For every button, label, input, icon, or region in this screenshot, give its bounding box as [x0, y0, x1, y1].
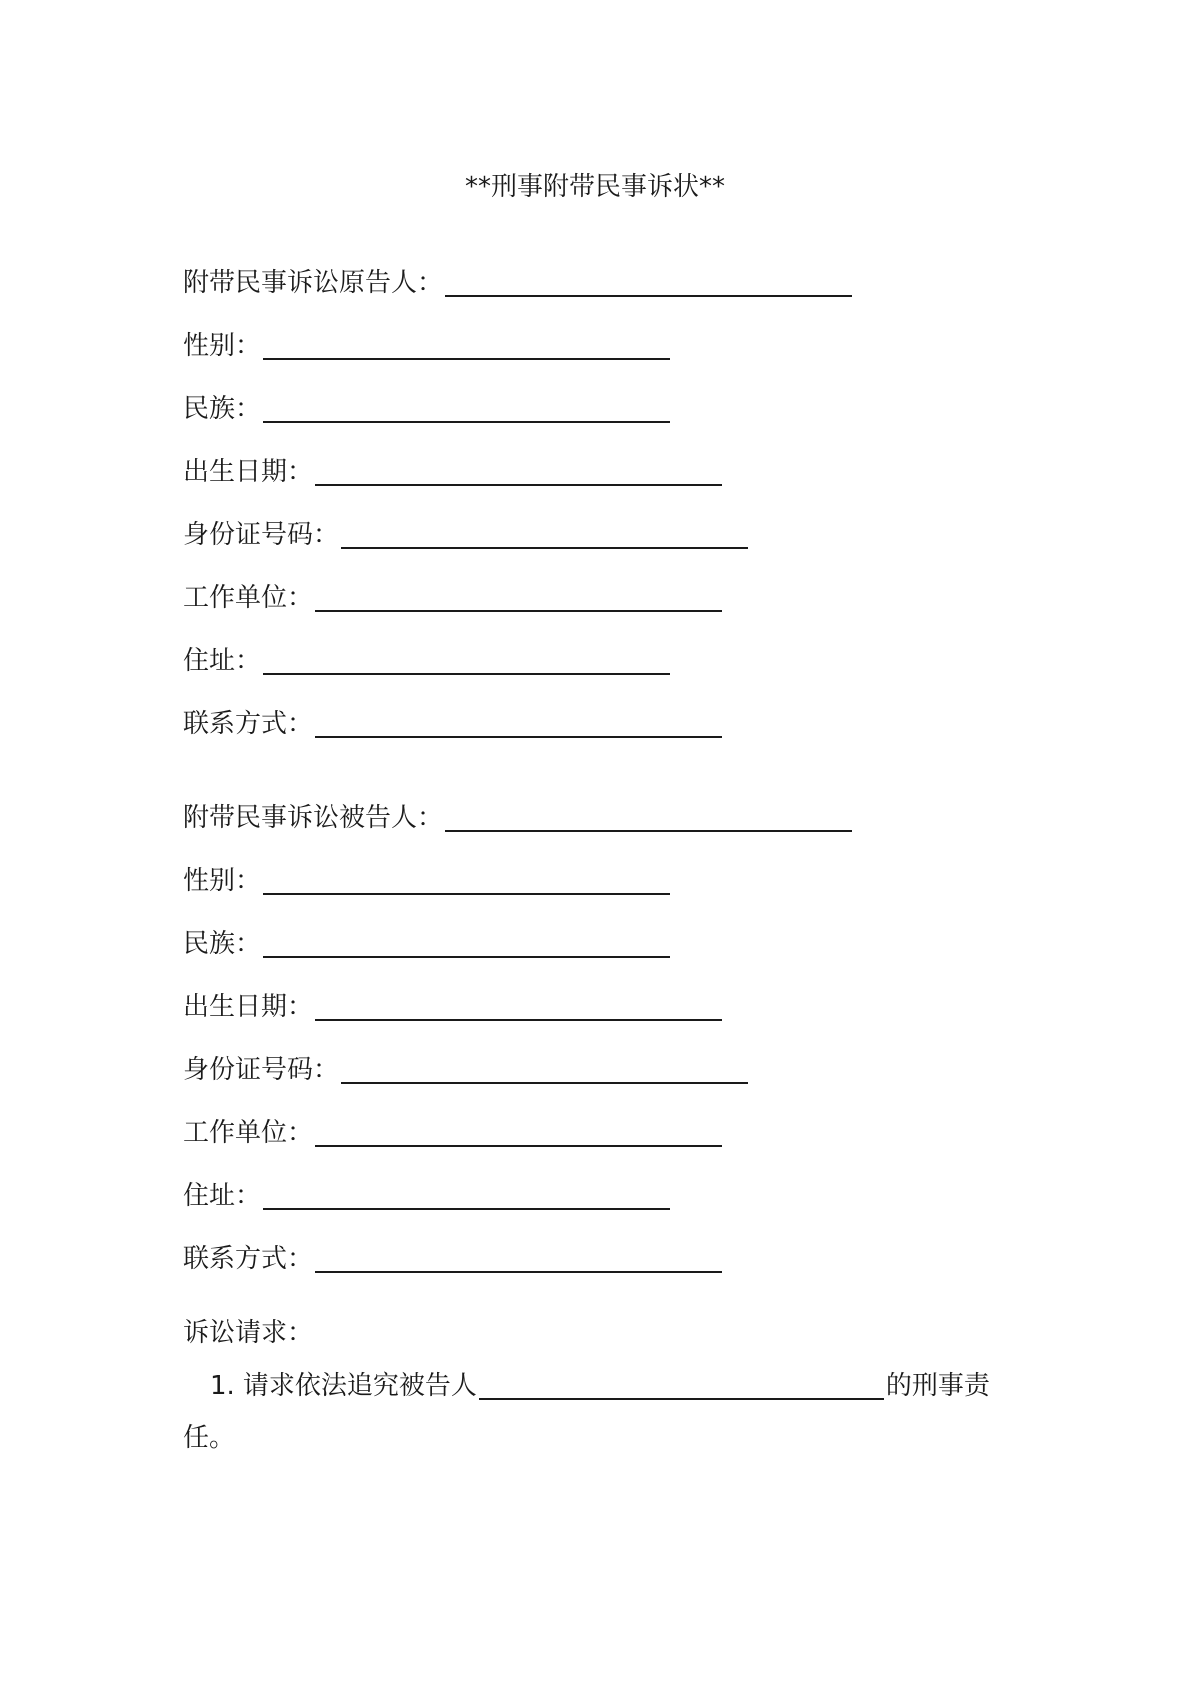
- plaintiff-address-label: 住址：: [183, 646, 262, 676]
- claim-item-line: [183, 1360, 1013, 1412]
- defendant-gender-blank[interactable]: [263, 863, 670, 895]
- defendant-employer-blank[interactable]: [315, 1115, 722, 1147]
- defendant-ethnicity-field: [183, 921, 670, 961]
- plaintiff-name-blank[interactable]: [445, 265, 852, 297]
- defendant-name-label: 附带民事诉讼被告人：: [183, 803, 444, 833]
- defendant-employer-label: 工作单位：: [183, 1118, 314, 1148]
- claim-defendant-blank[interactable]: [479, 1368, 884, 1400]
- defendant-employer-field: [183, 1110, 722, 1150]
- plaintiff-id-label: 身份证号码：: [183, 520, 340, 550]
- plaintiff-ethnicity-blank[interactable]: [263, 391, 670, 423]
- defendant-contact-blank[interactable]: [315, 1241, 722, 1273]
- defendant-address-label: 住址：: [183, 1181, 262, 1211]
- plaintiff-contact-blank[interactable]: [315, 706, 722, 738]
- defendant-ethnicity-blank[interactable]: [263, 926, 670, 958]
- defendant-birthdate-blank[interactable]: [315, 989, 722, 1021]
- defendant-name-blank[interactable]: [445, 800, 852, 832]
- defendant-id-label: 身份证号码：: [183, 1055, 340, 1085]
- plaintiff-employer-field: [183, 575, 722, 615]
- claim-item-text-before: 请求依法追究被告人: [242, 1371, 477, 1401]
- defendant-gender-field: [183, 858, 670, 898]
- plaintiff-id-field: [183, 512, 748, 552]
- plaintiff-id-blank[interactable]: [341, 517, 748, 549]
- plaintiff-employer-label: 工作单位：: [183, 583, 314, 613]
- claim-item-continuation: 任。: [183, 1423, 236, 1453]
- document-title: **刑事附带民事诉状**: [464, 172, 725, 202]
- plaintiff-employer-blank[interactable]: [315, 580, 722, 612]
- plaintiff-gender-label: 性别：: [183, 331, 262, 361]
- claim-item-text-after: 的刑事责: [885, 1371, 990, 1401]
- plaintiff-contact-field: [183, 701, 722, 741]
- plaintiff-gender-blank[interactable]: [263, 328, 670, 360]
- defendant-birthdate-label: 出生日期：: [183, 992, 314, 1022]
- plaintiff-name-label: 附带民事诉讼原告人：: [183, 268, 444, 298]
- plaintiff-ethnicity-field: [183, 386, 670, 426]
- defendant-address-blank[interactable]: [263, 1178, 670, 1210]
- plaintiff-contact-label: 联系方式：: [183, 709, 314, 739]
- plaintiff-birthdate-label: 出生日期：: [183, 457, 314, 487]
- defendant-name-field: [183, 795, 852, 835]
- defendant-ethnicity-label: 民族：: [183, 929, 262, 959]
- defendant-contact-field: [183, 1236, 722, 1276]
- defendant-contact-label: 联系方式：: [183, 1244, 314, 1274]
- defendant-id-field: [183, 1047, 748, 1087]
- defendant-address-field: [183, 1173, 670, 1213]
- defendant-gender-label: 性别：: [183, 866, 262, 896]
- plaintiff-birthdate-field: [183, 449, 722, 489]
- claim-item: [183, 1360, 1013, 1464]
- plaintiff-birthdate-blank[interactable]: [315, 454, 722, 486]
- claims-heading: 诉讼请求：: [183, 1318, 314, 1348]
- plaintiff-address-blank[interactable]: [263, 643, 670, 675]
- defendant-id-blank[interactable]: [341, 1052, 748, 1084]
- plaintiff-ethnicity-label: 民族：: [183, 394, 262, 424]
- plaintiff-address-field: [183, 638, 670, 678]
- claim-item-number: 1.: [210, 1371, 235, 1401]
- plaintiff-gender-field: [183, 323, 670, 363]
- defendant-birthdate-field: [183, 984, 722, 1024]
- plaintiff-name-field: [183, 260, 852, 300]
